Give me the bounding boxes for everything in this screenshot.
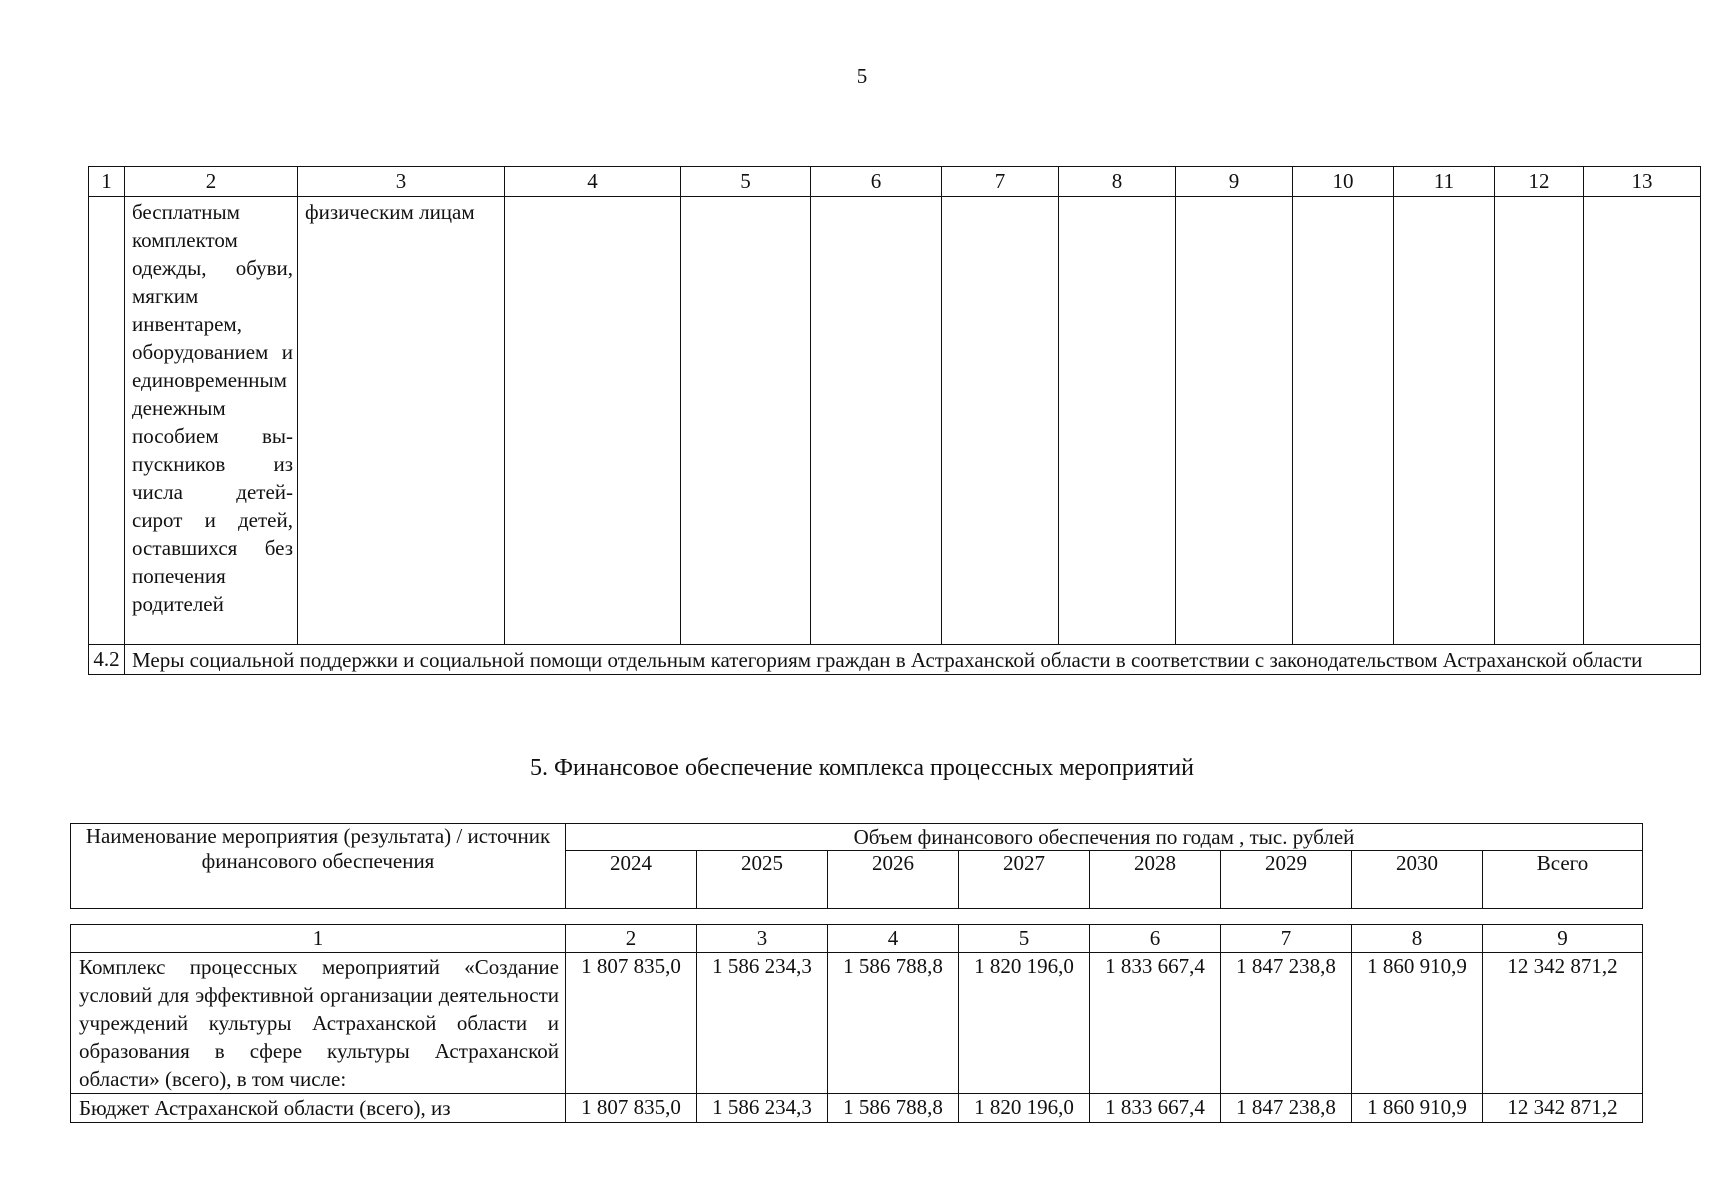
recipient-cell <box>298 197 505 645</box>
column-number: 6 <box>1090 925 1221 953</box>
column-number: 10 <box>1293 167 1394 197</box>
year-header: 2024 <box>566 851 697 909</box>
amount-cell: 1 847 238,8 <box>1221 953 1352 1094</box>
finance-table-body <box>70 924 1643 1123</box>
column-number: 3 <box>298 167 505 197</box>
amount-cell: 1 847 238,8 <box>1221 1094 1352 1123</box>
section-heading-text: Меры социальной поддержки и социальной помощи отдельным категориям граждан в Астраханской области в соответствии с законодательством Астраханской области <box>132 648 1643 672</box>
column-number: 9 <box>1483 925 1643 953</box>
activity-description-cell <box>125 197 298 645</box>
section-title: 5. Финансовое обеспечение комплекса процессных мероприятий <box>530 755 1194 781</box>
column-number: 6 <box>811 167 942 197</box>
recipient-text: физическим лицам <box>305 200 475 224</box>
column-number: 8 <box>1352 925 1483 953</box>
source-name: Бюджет Астраханской области (всего), из <box>71 1094 566 1123</box>
year-header: 2025 <box>697 851 828 909</box>
activity-description: бесплатным комплектом одежды, обуви, мягким инвентарем, оборудованием и единовременным денежным пособием выпускников из числа детей-сирот и детей, оставшихся без попечения родителей <box>132 200 293 616</box>
activities-table-continued <box>88 166 1701 675</box>
amount-cell: 1 807 835,0 <box>566 1094 697 1123</box>
column-number: 1 <box>89 167 125 197</box>
table-row <box>89 197 1701 645</box>
year-header: 2030 <box>1352 851 1483 909</box>
year-header: 2028 <box>1090 851 1221 909</box>
column-number: 1 <box>71 925 566 953</box>
amount-cell: 1 860 910,9 <box>1352 1094 1483 1123</box>
row-number: 4.2 <box>89 645 125 675</box>
column-number: 9 <box>1176 167 1293 197</box>
amount-cell: 1 586 788,8 <box>828 953 959 1094</box>
column-number: 7 <box>1221 925 1352 953</box>
amount-cell: 1 586 234,3 <box>697 1094 828 1123</box>
total-amount-cell: 12 342 871,2 <box>1483 1094 1643 1123</box>
amount-cell: 1 586 788,8 <box>828 1094 959 1123</box>
column-number: 8 <box>1059 167 1176 197</box>
year-header: 2027 <box>959 851 1090 909</box>
column-number: 13 <box>1584 167 1701 197</box>
column-number-row <box>71 925 1643 953</box>
page-number: 5 <box>856 64 868 88</box>
column-number: 5 <box>959 925 1090 953</box>
finance-table-header <box>70 823 1643 909</box>
name-column-header: Наименование мероприятия (результата) / источник финансового обеспечения <box>71 824 566 909</box>
amount-cell: 1 807 835,0 <box>566 953 697 1094</box>
section-heading-cell <box>125 645 1701 675</box>
column-number: 2 <box>125 167 298 197</box>
amount-cell: 1 820 196,0 <box>959 1094 1090 1123</box>
volume-header: Объем финансового обеспечения по годам , тыс. рублей <box>566 824 1643 851</box>
column-number: 4 <box>505 167 681 197</box>
column-number: 2 <box>566 925 697 953</box>
amount-cell: 1 833 667,4 <box>1090 953 1221 1094</box>
amount-cell: 1 833 667,4 <box>1090 1094 1221 1123</box>
column-number: 7 <box>942 167 1059 197</box>
year-header: 2029 <box>1221 851 1352 909</box>
total-header: Всего <box>1483 851 1643 909</box>
table-row <box>71 1094 1643 1123</box>
section-row-4-2 <box>89 645 1701 675</box>
table-row <box>71 953 1643 1094</box>
amount-cell: 1 586 234,3 <box>697 953 828 1094</box>
column-number: 11 <box>1394 167 1495 197</box>
column-number: 12 <box>1495 167 1584 197</box>
column-number: 5 <box>681 167 811 197</box>
column-number-row <box>89 167 1701 197</box>
measure-name: Комплекс процессных мероприятий «Создание условий для эффективной организации деятельности учреждений культуры Астраханской области и образования в сфере культуры Астраханской области» (всего), в том числе: <box>71 953 566 1094</box>
total-amount-cell: 12 342 871,2 <box>1483 953 1643 1094</box>
year-header: 2026 <box>828 851 959 909</box>
amount-cell: 1 860 910,9 <box>1352 953 1483 1094</box>
column-number: 3 <box>697 925 828 953</box>
column-number: 4 <box>828 925 959 953</box>
amount-cell: 1 820 196,0 <box>959 953 1090 1094</box>
